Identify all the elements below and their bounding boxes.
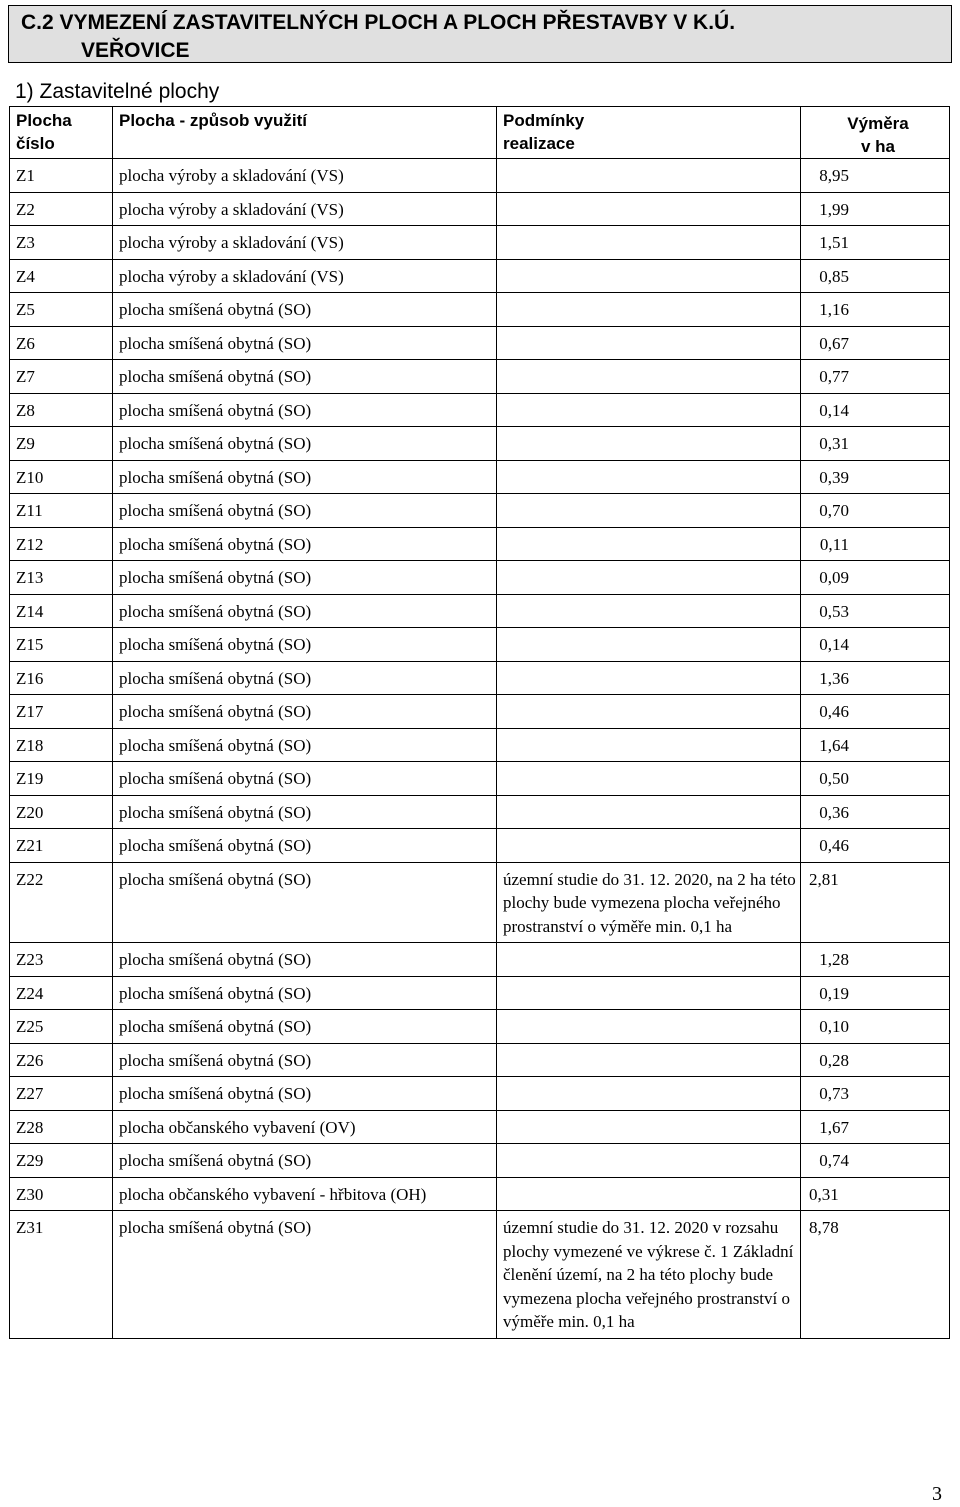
cell-conditions [497,159,801,193]
cell-id: Z8 [10,393,113,427]
cell-id: Z6 [10,326,113,360]
table-row [10,1077,950,1111]
cell-id: Z18 [10,728,113,762]
cell-use: plocha výroby a skladování (VS) [113,259,497,293]
cell-area: 0,50 [801,762,950,796]
table-row [10,1010,950,1044]
cell-id: Z27 [10,1077,113,1111]
section-title: 1) Zastavitelné plochy [15,80,220,103]
cell-conditions [497,561,801,595]
table-row [10,1110,950,1144]
cell-id: Z30 [10,1177,113,1211]
cell-id: Z22 [10,862,113,943]
cell-conditions [497,1077,801,1111]
cell-id: Z14 [10,594,113,628]
cell-conditions [497,494,801,528]
cell-use: plocha smíšená obytná (SO) [113,393,497,427]
table-row [10,862,950,943]
cell-conditions [497,976,801,1010]
cell-area: 2,81 [801,862,950,943]
cell-use: plocha smíšená obytná (SO) [113,360,497,394]
cell-use: plocha smíšená obytná (SO) [113,695,497,729]
table-row [10,1177,950,1211]
cell-use: plocha smíšená obytná (SO) [113,1043,497,1077]
cell-conditions [497,661,801,695]
table-row [10,661,950,695]
cell-conditions [497,628,801,662]
cell-use: plocha smíšená obytná (SO) [113,1211,497,1339]
cell-conditions [497,943,801,977]
cell-id: Z16 [10,661,113,695]
cell-id: Z4 [10,259,113,293]
cell-conditions [497,360,801,394]
cell-use: plocha výroby a skladování (VS) [113,159,497,193]
table-row [10,326,950,360]
cell-id: Z11 [10,494,113,528]
cell-conditions [497,1144,801,1178]
cell-conditions [497,829,801,863]
cell-area: 0,73 [801,1077,950,1111]
cell-conditions [497,594,801,628]
cell-use: plocha smíšená obytná (SO) [113,460,497,494]
cell-id: Z10 [10,460,113,494]
cell-conditions [497,259,801,293]
table-row [10,293,950,327]
cell-area: 0,10 [801,1010,950,1044]
chapter-heading [8,5,952,63]
cell-conditions [497,326,801,360]
cell-use: plocha smíšená obytná (SO) [113,762,497,796]
cell-use: plocha smíšená obytná (SO) [113,795,497,829]
table-row [10,762,950,796]
cell-use: plocha smíšená obytná (SO) [113,594,497,628]
cell-id: Z2 [10,192,113,226]
cell-use: plocha smíšená obytná (SO) [113,976,497,1010]
cell-id: Z29 [10,1144,113,1178]
cell-use: plocha smíšená obytná (SO) [113,829,497,863]
cell-area: 0,09 [801,561,950,595]
cell-conditions [497,1043,801,1077]
header-id: Plocha číslo [10,107,113,159]
cell-area: 0,70 [801,494,950,528]
cell-area: 0,39 [801,460,950,494]
cell-area: 1,67 [801,1110,950,1144]
header-conditions: Podmínky realizace [497,107,801,159]
cell-use: plocha smíšená obytná (SO) [113,1077,497,1111]
table-row [10,393,950,427]
table-row [10,976,950,1010]
cell-use: plocha výroby a skladování (VS) [113,226,497,260]
cell-area: 0,85 [801,259,950,293]
cell-conditions [497,192,801,226]
header-area: Výměra v ha [801,107,950,159]
cell-conditions [497,393,801,427]
cell-conditions [497,460,801,494]
cell-area: 0,14 [801,393,950,427]
cell-conditions [497,795,801,829]
cell-conditions [497,527,801,561]
cell-area: 0,11 [801,527,950,561]
cell-conditions [497,427,801,461]
cell-id: Z19 [10,762,113,796]
cell-id: Z13 [10,561,113,595]
cell-use: plocha smíšená obytná (SO) [113,728,497,762]
cell-conditions [497,762,801,796]
zones-table [9,106,950,1339]
chapter-heading-line1: C.2 VYMEZENÍ ZASTAVITELNÝCH PLOCH A PLOCH PŘESTAVBY V K.Ú. [21,11,736,34]
cell-use: plocha smíšená obytná (SO) [113,326,497,360]
table-body [10,159,950,1339]
cell-area: 1,99 [801,192,950,226]
cell-conditions [497,728,801,762]
cell-area: 0,46 [801,829,950,863]
table-row [10,192,950,226]
cell-id: Z9 [10,427,113,461]
cell-use: plocha smíšená obytná (SO) [113,527,497,561]
cell-id: Z25 [10,1010,113,1044]
cell-area: 0,28 [801,1043,950,1077]
cell-id: Z3 [10,226,113,260]
cell-use: plocha výroby a skladování (VS) [113,192,497,226]
cell-id: Z1 [10,159,113,193]
cell-id: Z23 [10,943,113,977]
cell-area: 8,78 [801,1211,950,1339]
cell-conditions [497,1110,801,1144]
cell-id: Z28 [10,1110,113,1144]
chapter-heading-line2: VEŘOVICE [81,39,190,62]
cell-use: plocha občanského vybavení (OV) [113,1110,497,1144]
cell-area: 0,36 [801,795,950,829]
cell-area: 1,36 [801,661,950,695]
cell-id: Z15 [10,628,113,662]
table-row [10,1211,950,1339]
cell-use: plocha občanského vybavení - hřbitova (OH) [113,1177,497,1211]
cell-conditions [497,695,801,729]
cell-conditions [497,1177,801,1211]
cell-area: 0,19 [801,976,950,1010]
cell-id: Z26 [10,1043,113,1077]
cell-area: 0,14 [801,628,950,662]
cell-use: plocha smíšená obytná (SO) [113,862,497,943]
cell-use: plocha smíšená obytná (SO) [113,293,497,327]
cell-area: 0,46 [801,695,950,729]
table-row [10,594,950,628]
cell-use: plocha smíšená obytná (SO) [113,427,497,461]
cell-id: Z5 [10,293,113,327]
table-row [10,159,950,193]
table-row [10,226,950,260]
page-number: 3 [932,1483,942,1505]
cell-use: plocha smíšená obytná (SO) [113,628,497,662]
cell-area: 1,51 [801,226,950,260]
cell-area: 0,77 [801,360,950,394]
cell-area: 1,16 [801,293,950,327]
cell-area: 0,67 [801,326,950,360]
cell-conditions: územní studie do 31. 12. 2020 v rozsahu plochy vymezené ve výkrese č. 1 Základní členění území, na 2 ha této plochy bude vymezena plocha veřejného prostranství o výměře min. 0,1 ha [497,1211,801,1339]
cell-id: Z24 [10,976,113,1010]
cell-area: 8,95 [801,159,950,193]
cell-id: Z20 [10,795,113,829]
table-row [10,728,950,762]
cell-use: plocha smíšená obytná (SO) [113,1010,497,1044]
table-row [10,460,950,494]
cell-id: Z7 [10,360,113,394]
cell-use: plocha smíšená obytná (SO) [113,494,497,528]
cell-id: Z12 [10,527,113,561]
cell-area: 1,64 [801,728,950,762]
cell-id: Z17 [10,695,113,729]
table-header-row [10,107,950,159]
table-row [10,360,950,394]
cell-use: plocha smíšená obytná (SO) [113,561,497,595]
table-row [10,494,950,528]
cell-area: 0,31 [801,427,950,461]
cell-id: Z31 [10,1211,113,1339]
cell-area: 0,74 [801,1144,950,1178]
table-row [10,628,950,662]
table-row [10,1144,950,1178]
cell-conditions: územní studie do 31. 12. 2020, na 2 ha této plochy bude vymezena plocha veřejného prostranství o výměře min. 0,1 ha [497,862,801,943]
cell-id: Z21 [10,829,113,863]
cell-conditions [497,226,801,260]
cell-area: 1,28 [801,943,950,977]
table-row [10,427,950,461]
table-row [10,259,950,293]
cell-use: plocha smíšená obytná (SO) [113,943,497,977]
cell-use: plocha smíšená obytná (SO) [113,661,497,695]
header-use: Plocha - způsob využití [113,107,497,159]
table-row [10,1043,950,1077]
table-row [10,527,950,561]
cell-area: 0,53 [801,594,950,628]
table-row [10,695,950,729]
cell-area: 0,31 [801,1177,950,1211]
table-row [10,943,950,977]
table-row [10,829,950,863]
cell-conditions [497,1010,801,1044]
table-row [10,795,950,829]
table-row [10,561,950,595]
cell-use: plocha smíšená obytná (SO) [113,1144,497,1178]
cell-conditions [497,293,801,327]
